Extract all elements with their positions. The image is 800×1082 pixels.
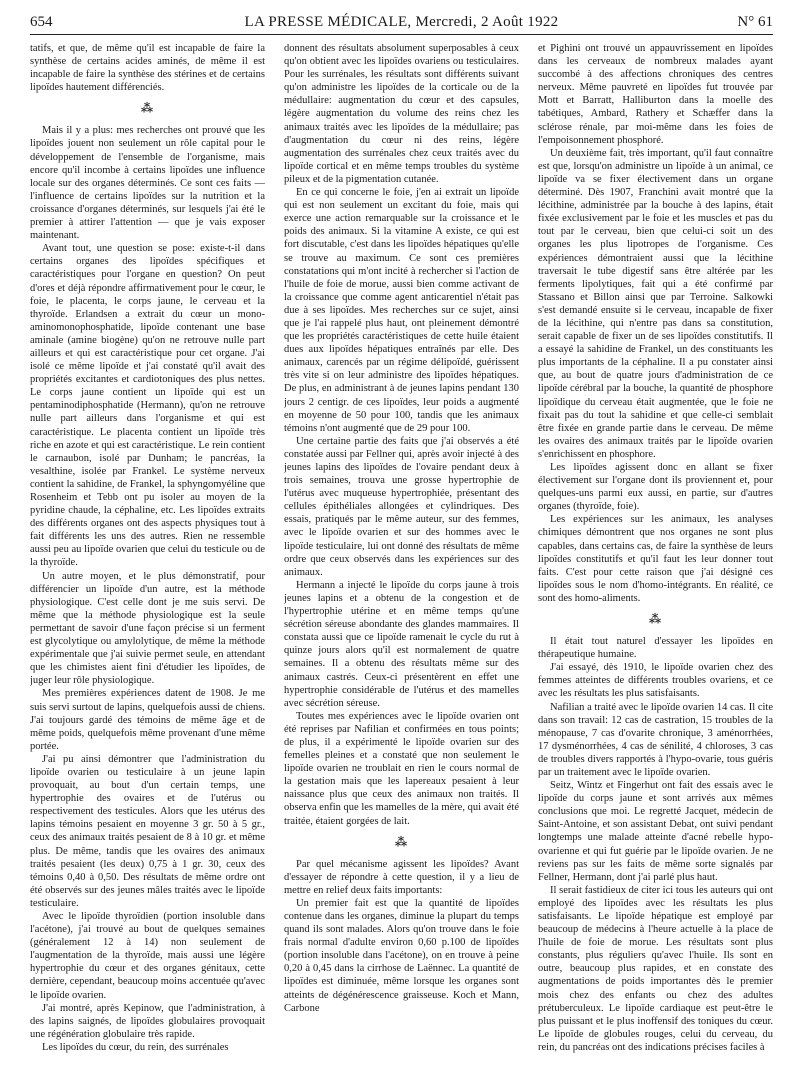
column-2 [284, 42, 519, 1074]
paragraph: Il était tout naturel d'essayer les lipoïdes en thérapeutique humaine. [538, 636, 773, 661]
page-number: 654 [30, 14, 53, 30]
paragraph: Avec le lipoïde thyroïdien (portion insoluble dans l'acétone), j'ai trouvé au bout de quelques semaines (généralement 12 à 14) non seulement de l'augmentation de la thyroïde, mais aussi une légère hypertrophie du cœur et des organes génitaux, cette dernière, cependant, beaucoup moins accentuée qu'avec le lipoïde ovarien. [30, 911, 265, 1001]
paragraph: Il serait fastidieux de citer ici tous les auteurs qui ont employé des lipoïdes avec les résultats les plus satisfaisants. Le lipoïde hépatique est employé par beaucoup de médecins à l'heure actuelle à la place de l'huile de foie de morue. Les résultats sont plus constants, plus réguliers qu'avec l'huile. Ils sont en outre, beaucoup plus rapides, et en constate des augmentations de poids importantes dès le premier mois chez des enfants ou chez des adultes prétuberculeux. Le lipoïde cardiaque est peut-être le plus puissant et le plus inoffensif des toniques du cœur. Le lipoïde de globules rouges, celui du cerveau, du rein, du pancréas ont des indications précises faciles à [538, 884, 773, 1053]
paragraph: J'ai pu ainsi démontrer que l'administration du lipoïde ovarien ou testiculaire à un jeune lapin provoquait, au bout d'un certain temps, une hypertrophie des ovaires et de l'utérus ou respectivement des testicules. Alors que les utérus des lapins témoins pesaient en moyenne 3 gr. 50 à 5 gr., ceux des animaux traités pesaient de 8 à 10 gr. et même plus. De même, tandis que les ovaires des animaux traités pesaient (les deux) 0,75 à 1 gr. 30, ceux des témoins 0,40 à 0,50. Des résultats de même ordre ont été observés sur des jeunes mâles traités avec le lipoïde testiculaire. [30, 753, 265, 909]
section-separator: ⁂ [648, 612, 663, 627]
issue-number: N° 61 [737, 14, 773, 30]
paragraph: Les lipoïdes du cœur, du rein, des surrénales [42, 1041, 229, 1053]
running-title: LA PRESSE MÉDICALE, Mercredi, 2 Août 1922 [244, 14, 559, 30]
paragraph: Mes premières expériences datent de 1908. Je me suis servi surtout de lapins, quelquefois aussi de chiens. J'ai toujours gardé des témoins de même âge et de même poids, quelquefois même provenant d'une même portée. [30, 688, 265, 752]
paragraph: Les expériences sur les animaux, les analyses chimiques démontrent que nos organes ne sont plus capables, dans certains cas, de faire la synthèse de leurs lipoïdes constitutifs et qu'il faut les leur donner tout faits. C'est pour cette raison que j'ai désigné ces lipoïdes sous le nom d'homo-intégrants. En réalité, ce sont des homo-aliments. [538, 514, 773, 604]
column-3 [538, 42, 773, 1074]
paragraph: Les lipoïdes agissent donc en allant se fixer électivement sur l'organe dont ils proviennent et, pour quelques-uns parmi eux aussi, en partie, sur d'autres organes (thyroïde, foie). [538, 462, 773, 513]
paragraph: J'ai essayé, dès 1910, le lipoïde ovarien chez des femmes atteintes de différents troubles ovariens, et ce avec les résultats les plus satisfaisants. [538, 662, 773, 700]
paragraph: Une certaine partie des faits que j'ai observés a été constatée aussi par Fellner qui, après avoir injecté à des jeunes lapins des lipoïdes de l'ovaire pendant deux à trois semaines, trouva une grosse hypertrophie de l'utérus avec muqueuse hypertrophiée, présentant des cellules épithéliales allongées et cylindriques. Des essais, pratiqués par le même auteur, sur des femmes, avec le lipoïde ovarien et sur des hommes avec le lipoïde testiculaire, lui ont donné des résultats de même ordre que ceux observés dans les expériences sur des animaux. [284, 435, 519, 578]
paragraph: Un autre moyen, et le plus démonstratif, pour différencier un lipoïde d'un autre, est la méthode physiologique. C'est celle dont je me suis servi. De même que la méthode physiologique est la seule permettant de savoir d'une façon précise si un ferment est glycolytique ou amylolytique, de même la méthode expérimentale que j'ai suivie permet seule, en attendant que les chimistes aient fini d'étudier les lipoïdes, de juger leur rôle physiologique. [30, 570, 265, 687]
paragraph: Un deuxième fait, très important, qu'il faut connaître est que, lorsqu'on administre un lipoïde à un animal, ce lipoïde va se fixer électivement dans un organe déterminé. Dès 1907, Franchini avait montré que la lécithine, administrée par la bouche à des lapins, était fixée exclusivement par le foie et les muscles et pas du tout par le cerveau, bien que celui-ci soit un des organes les plus lipotropes de l'organisme. Ces expériences démontraient aussi que la lécithine traversait le tube digestif sans être altérée par les ferments lipolytiques, fait qui a été confirmé par Stassano et Billon ainsi que par Terroine. Salkowki s'est demandé ensuite si le cerveau, incapable de fixer de la lécithine, qui n'entre pas dans sa constitution, serait capable de fixer un de ses lipoïdes constitutifs. Il a essayé la sahidine de Frankel, un des constituants les plus importants de la céphaline. Il a pu constater ainsi que, au bout de quatre jours d'administration de ce lipoïde cérébral par la bouche, la quantité de phosphore lipoïdique du cerveau était augmentée, que le foie ne fixait pas du tout la sahidine et que celle-ci semblait être fixée en grande partie dans le cerveau. De même les ovaires des animaux traités par le lipoïde ovarien s'enrichissent en phosphore. [538, 147, 773, 460]
paragraph: En ce qui concerne le foie, j'en ai extrait un lipoïde qui est non seulement un excitant du foie, mais qui exerce une action remarquable sur la croissance et le poids des animaux. Si la vitamine A existe, ce qui est fort discutable, c'est dans les lipoïdes hépatiques qu'elle se trouve au maximum. Ce sont ces premières constatations qui m'ont incité à rechercher si l'action de l'huile de foie de morue, aussi bien comme activant de la croissance que comme agent anticarentiel n'était pas due à ses lipoïdes. Mes recherches sur ce sujet, ainsi que je l'ai rappelé plus haut, ont pleinement démontré que les propriétés caractéristiques de cette huile étaient dues aux lipoïdes hépatiques entraînés par elle. Des animaux, carencés par un régime délipoïdé, guérissent très vite si on leur administre des lipoïdes hépatiques. De plus, en administrant à de jeunes lapins pendant 130 jours 2 centigr. de ces lipoïdes, leur poids a augmenté en moyenne de 50 pour 100, tandis que les animaux témoins n'ont augmenté que de 29 pour 100. [284, 187, 519, 434]
paragraph: Mais il y a plus: mes recherches ont prouvé que les lipoïdes jouent non seulement un rôle capital pour le développement de l'ensemble de l'organisme, mais encore qu'il incombe à certains lipoïdes une influence locale sur des organes déterminés. Ce sont ces faits — l'influence de certains lipoïdes sur la nutrition et la croissance d'organes déterminés, sur lesquels j'ai été le premier à attirer l'attention — que je vais exposer maintenant. [30, 125, 265, 242]
paragraph: Avant tout, une question se pose: existe-t-il dans certains organes des lipoïdes spécifiques et caractéristiques pour l'organe en question? On peut d'ores et déjà répondre affirmativement pour le cœur, le foie, le placenta, le corps jaune, le cerveau et la thyroïde. Erlandsen a extrait du cœur un mono-aminomonophosphatide, lipoïde contenant une base aminale (amine biogène) qu'on ne retrouve nulle part ailleurs et qui est caractéristique pour cet organe. J'ai isolé ce même lipoïde et j'ai constaté qu'il avait des propriétés excitantes et cardiotoniques des plus nettes. Le corps jaune contient un lipoïde qui est un pentaminodiphosphatide (Hermann), qu'on ne retrouve nulle part ailleurs dans l'organisme et qui est caractéristique. Le placenta contient un lipoïde très riche en azote et qui est caractéristique. Le rein contient le carnaubon, isolé par Dunham; le pancréas, la vesalthine, isolée par Frankel. Le système nerveux contient la sahidine, de Frankel, la sphyngomyéline que Rosenheim et Tebb ont pu isoler au moyen de la pyridine chaude, la céphaline, etc. Les lipoïdes extraits des différents organes ont des aspects physiques tout à fait différents les uns des autres. Rien ne ressemble aussi peu au lipoïde ovarien que celui du testicule ou de la thyroïde. [30, 243, 265, 569]
section-separator: ⁂ [140, 101, 155, 116]
paragraph: J'ai montré, après Kepinow, que l'administration, à des lapins saignés, de lipoïdes globulaires provoquait une régénération globulaire très rapide. [30, 1002, 265, 1040]
paragraph: Hermann a injecté le lipoïde du corps jaune à trois jeunes lapins et a obtenu de la congestion et de l'hypertrophie utérine et en même temps qu'une sécrétion séreuse abondante des glandes mammaires. Il constata aussi que ce lipoïde ramenait le cycle du rut à quinze jours alors qu'il est normalement de quatre semaines. Il a obtenu des résultats même sur des animaux castrés. Ceux-ci présentèrent en effet une hypertrophie considérable de l'utérus et des mamelles avec sécrétion séreuse. [284, 579, 519, 709]
page-header [30, 12, 773, 35]
paragraph: Seitz, Wintz et Fingerhut ont fait des essais avec le lipoïde du corps jaune et sont arrivés aux mêmes conclusions que moi. Le regretté Jacquet, médecin de Saint-Antoine, et son assistant Debat, ont suivi pendant longtemps une malade atteinte d'acné rebelle hypo-ovarienne et qui fut guérie par le lipoïde ovarien. Je ne reviens pas sur les faits de même sorte signalés par Fellner, Hermann, dont j'ai parlé plus haut. [538, 780, 773, 883]
paragraph: et Pighini ont trouvé un appauvrissement en lipoïdes dans les cerveaux de nombreux malades ayant succombé à des affections chroniques des centres nerveux. Même pauvreté en lipoïdes fut trouvée par Mott et Barratt, Halliburton dans la moelle des tabétiques, Ambard, Rathery et Schæffer dans la sclérose rénale, par moi-même dans les foies de l'empoisonnement phosphoré. [538, 43, 773, 146]
paragraph: Nafilian a traité avec le lipoïde ovarien 14 cas. Il cite dans son travail: 12 cas de castration, 15 troubles de la ménopause, 7 cas d'ovarite chronique, 3 aménorrhées, 17 dysménorrhées, 4 cas de sénilité, 4 chloroses, 3 cas de troubles divers rapportés à l'hypo-ovarie, tous guéris par un traitement avec le lipoïde ovarien. [538, 701, 773, 778]
paragraph: Par quel mécanisme agissent les lipoïdes? Avant d'essayer de répondre à cette question, il y a lieu de mettre en relief deux faits importants: [284, 858, 519, 896]
paragraph: Un premier fait est que la quantité de lipoïdes contenue dans les organes, diminue la plupart du temps quand ils sont malades. Alors qu'on trouve dans le foie frais normal d'adulte environ 0,60 p.100 de lipoïdes (portion insoluble dans l'acétone), on en trouve à peine 0,20 à 0,45 dans la cirrhose de Laënnec. La quantité de lipoïdes est diminuée, même lorsque les organes sont atteints de dégénérescence graisseuse. Koch et Mann, Carbone [284, 897, 519, 1014]
column-1 [30, 42, 265, 1074]
paragraph: Toutes mes expériences avec le lipoïde ovarien ont été reprises par Nafilian et confirmées en tous points; de plus, il a expérimenté le lipoïde ovarien sur des femelles pleines et a constaté que non seulement le lipoïde ovarien ne troublait en rien le cours normal de la gestation mais que les lapereaux pesaient à leur naissance plus que ceux des animaux non traités. Il observa enfin que les mamelles de la mère, qui avait été traitée, étaient gorgées de lait. [284, 710, 519, 827]
section-separator: ⁂ [394, 834, 409, 849]
paragraph: tatifs, et que, de même qu'il est incapable de faire la synthèse de certains acides aminés, de même il est incapable de faire la synthèse des stérines et de certains lipoïdes hautement différenciés. [30, 43, 265, 94]
paragraph: donnent des résultats absolument superposables à ceux qu'on obtient avec les lipoïdes ovariens ou testiculaires. Pour les surrénales, les résultats sont différents suivant qu'on administre les lipoïdes de la corticale ou de la médullaire: augmentation du cœur et des capsules, légère augmentation du volume des reins chez les animaux traités avec les lipoïdes de la médullaire; pas d'augmentation du cœur ni des reins, légère augmentation des surrénales chez ceux traités avec du lipoïde cortical et en même temps troubles du système pileux et de la pigmentation cutanée. [284, 43, 519, 185]
